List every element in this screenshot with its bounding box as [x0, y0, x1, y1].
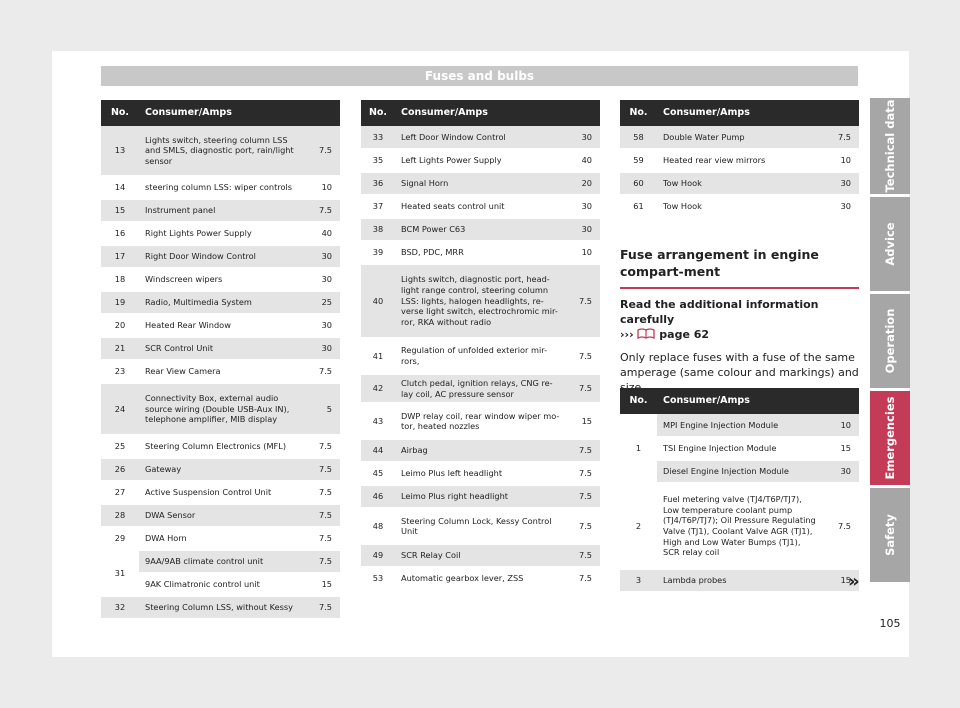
table-row	[101, 550, 340, 573]
fuse-amps: 7.5	[306, 550, 340, 573]
table-row	[101, 360, 340, 383]
table-row	[101, 176, 340, 199]
fuse-number: 40	[361, 264, 395, 338]
table-row	[101, 222, 340, 245]
page-header: Fuses and bulbs	[101, 66, 858, 86]
tab-label: Technical data	[883, 99, 897, 193]
table-header-row	[101, 100, 340, 126]
fuse-consumer: Right Lights Power Supply	[139, 222, 306, 245]
fuse-number: 23	[101, 360, 139, 383]
fuse-amps: 30	[306, 337, 340, 360]
fuse-amps: 7.5	[306, 435, 340, 458]
fuse-consumer: Steering Column LSS, without Kessy	[139, 596, 306, 619]
fuse-number: 35	[361, 149, 395, 172]
fuse-amps: 15	[306, 573, 340, 596]
tab-technical-data[interactable]	[870, 98, 910, 194]
table-row	[620, 414, 859, 437]
fuse-consumer: Leimo Plus left headlight	[395, 462, 566, 485]
fuse-consumer: DWA Horn	[139, 527, 306, 550]
fuse-number: 45	[361, 462, 395, 485]
table-header-row	[620, 100, 859, 126]
table-row	[620, 483, 859, 569]
fuse-table-engine	[620, 388, 859, 593]
tab-label: Operation	[883, 308, 897, 374]
table-row	[101, 268, 340, 291]
fuse-consumer: Tow Hook	[657, 195, 825, 218]
fuse-consumer: Heated Rear Window	[139, 314, 306, 337]
fuse-number: 19	[101, 291, 139, 314]
fuse-consumer: Regulation of unfolded exterior mir-rors,	[395, 338, 566, 374]
fuse-number: 27	[101, 481, 139, 504]
fuse-consumer: DWP relay coil, rear window wiper mo-tor, heated nozzles	[395, 403, 566, 439]
fuse-number: 24	[101, 383, 139, 435]
fuse-amps: 7.5	[566, 567, 600, 590]
table-row	[361, 462, 600, 485]
table-row	[101, 199, 340, 222]
table-row	[361, 126, 600, 149]
fuse-number: 14	[101, 176, 139, 199]
fuse-amps: 7.5	[306, 481, 340, 504]
tab-label: Advice	[883, 222, 897, 266]
fuse-amps: 10	[825, 149, 859, 172]
fuse-amps: 30	[566, 218, 600, 241]
column-header-no: No.	[101, 100, 139, 126]
fuse-number: 26	[101, 458, 139, 481]
tab-label: Emergencies	[883, 396, 897, 480]
tab-label: Safety	[883, 514, 897, 556]
fuse-amps: 30	[566, 126, 600, 149]
fuse-number: 38	[361, 218, 395, 241]
fuse-amps: 7.5	[566, 439, 600, 462]
fuse-amps: 30	[306, 268, 340, 291]
fuse-amps: 15	[825, 569, 859, 592]
fuse-rows-right	[620, 126, 859, 218]
column-header-consumer: Consumer/Amps	[395, 100, 600, 126]
fuse-consumer: Double Water Pump	[657, 126, 825, 149]
fuse-amps: 7.5	[306, 126, 340, 176]
section-heading: Fuse arrangement in engine compart-ment	[620, 247, 819, 279]
table-row	[101, 126, 340, 176]
fuse-number: 2	[620, 483, 657, 569]
fuse-consumer: Lights switch, steering column LSS and SMLS, diagnostic port, rain/light sensor	[139, 126, 306, 176]
fuse-consumer: Heated rear view mirrors	[657, 149, 825, 172]
fuse-number: 21	[101, 337, 139, 360]
fuse-number: 17	[101, 245, 139, 268]
fuse-consumer: Fuel metering valve (TJ4/T6P/TJ7), Low temperature coolant pump (TJ4/T6P/TJ7); Oil Pressure Regulating Valve (TJ1), Coolant Valve AGR (TJ1), High and Low Water Bumps (TJ1), SCR relay coil	[657, 483, 825, 569]
fuse-amps: 7.5	[306, 458, 340, 481]
fuse-amps: 40	[566, 149, 600, 172]
table-row	[361, 374, 600, 403]
fuse-amps: 7.5	[566, 374, 600, 403]
fuse-amps: 40	[306, 222, 340, 245]
fuse-number: 42	[361, 374, 395, 403]
fuse-amps: 7.5	[306, 527, 340, 550]
fuse-amps: 7.5	[306, 504, 340, 527]
fuse-rows-engine	[620, 414, 859, 592]
fuse-consumer: MPI Engine Injection Module	[657, 414, 825, 437]
fuse-consumer: Radio, Multimedia System	[139, 291, 306, 314]
fuse-consumer: Signal Horn	[395, 172, 566, 195]
table-row	[620, 149, 859, 172]
table-row	[620, 195, 859, 218]
fuse-number: 13	[101, 126, 139, 176]
fuse-number: 1	[620, 414, 657, 483]
continue-arrow-icon: »	[848, 571, 860, 592]
fuse-consumer: BSD, PDC, MRR	[395, 241, 566, 264]
fuse-number: 39	[361, 241, 395, 264]
fuse-consumer: TSI Engine Injection Module	[657, 437, 825, 460]
column-header-no: No.	[361, 100, 395, 126]
fuse-consumer: Steering Column Lock, Kessy Control Unit	[395, 508, 566, 544]
fuse-amps: 30	[825, 172, 859, 195]
table-row	[101, 458, 340, 481]
fuse-number: 48	[361, 508, 395, 544]
fuse-amps: 15	[566, 403, 600, 439]
fuse-consumer: 9AK Climatronic control unit	[139, 573, 306, 596]
fuse-number: 33	[361, 126, 395, 149]
fuse-consumer: BCM Power C63	[395, 218, 566, 241]
fuse-table-right	[620, 100, 859, 219]
fuse-amps: 7.5	[306, 199, 340, 222]
table-header-row	[361, 100, 600, 126]
book-icon[interactable]	[637, 328, 655, 339]
table-row	[361, 508, 600, 544]
column-header-consumer: Consumer/Amps	[657, 100, 859, 126]
fuse-amps: 30	[566, 195, 600, 218]
fuse-consumer: Diesel Engine Injection Module	[657, 460, 825, 483]
fuse-consumer: Lambda probes	[657, 569, 825, 592]
fuse-consumer: DWA Sensor	[139, 504, 306, 527]
table-row	[101, 337, 340, 360]
fuse-number: 41	[361, 338, 395, 374]
column-header-consumer: Consumer/Amps	[139, 100, 340, 126]
fuse-number: 36	[361, 172, 395, 195]
fuse-number: 15	[101, 199, 139, 222]
fuse-number: 46	[361, 485, 395, 508]
fuse-amps: 30	[306, 314, 340, 337]
table-row	[101, 383, 340, 435]
table-row	[101, 481, 340, 504]
read-info-text: Read the additional information carefully	[620, 298, 819, 327]
fuse-consumer: Left Door Window Control	[395, 126, 566, 149]
fuse-amps: 7.5	[566, 544, 600, 567]
table-row	[361, 172, 600, 195]
fuse-amps: 30	[306, 245, 340, 268]
fuse-amps: 15	[825, 437, 859, 460]
fuse-consumer: Connectivity Box, external audio source wiring (Double USB-Aux IN), telephone amplifier, MIB display	[139, 383, 306, 435]
fuse-number: 60	[620, 172, 657, 195]
fuse-amps: 7.5	[825, 126, 859, 149]
table-row	[620, 569, 859, 592]
fuse-rows-middle	[361, 126, 600, 590]
fuse-amps: 25	[306, 291, 340, 314]
fuse-amps: 10	[566, 241, 600, 264]
fuse-consumer: Steering Column Electronics (MFL)	[139, 435, 306, 458]
fuse-number: 37	[361, 195, 395, 218]
fuse-consumer: Airbag	[395, 439, 566, 462]
instruction-text: Only replace fuses with a fuse of the same amperage (same colour and markings) and	[620, 350, 859, 379]
fuse-consumer: Left Lights Power Supply	[395, 149, 566, 172]
table-row	[101, 245, 340, 268]
fuse-amps: 7.5	[566, 462, 600, 485]
fuse-consumer: Clutch pedal, ignition relays, CNG re-lay coil, AC pressure sensor	[395, 374, 566, 403]
fuse-number: 28	[101, 504, 139, 527]
fuse-consumer: Rear View Camera	[139, 360, 306, 383]
fuse-amps: 5	[306, 383, 340, 435]
table-row	[101, 291, 340, 314]
table-row	[361, 485, 600, 508]
read-info-line	[620, 297, 860, 343]
fuse-amps: 7.5	[566, 338, 600, 374]
fuse-amps: 7.5	[306, 596, 340, 619]
fuse-consumer: Right Door Window Control	[139, 245, 306, 268]
fuse-number: 49	[361, 544, 395, 567]
fuse-amps: 30	[825, 460, 859, 483]
fuse-number: 3	[620, 569, 657, 592]
table-row	[620, 172, 859, 195]
fuse-amps: 7.5	[306, 360, 340, 383]
tab-advice[interactable]	[870, 197, 910, 291]
table-row	[101, 435, 340, 458]
fuse-number: 53	[361, 567, 395, 590]
table-row	[361, 218, 600, 241]
fuse-number: 59	[620, 149, 657, 172]
table-row	[361, 567, 600, 590]
column-header-no: No.	[620, 100, 657, 126]
fuse-number: 32	[101, 596, 139, 619]
table-row	[361, 338, 600, 374]
fuse-number: 43	[361, 403, 395, 439]
fuse-consumer: Tow Hook	[657, 172, 825, 195]
fuse-consumer: Gateway	[139, 458, 306, 481]
fuse-number: 16	[101, 222, 139, 245]
fuse-number: 61	[620, 195, 657, 218]
fuse-table-middle	[361, 100, 600, 591]
fuse-consumer: SCR Control Unit	[139, 337, 306, 360]
table-row	[361, 195, 600, 218]
table-row	[620, 126, 859, 149]
table-row	[101, 527, 340, 550]
fuse-consumer: Active Suspension Control Unit	[139, 481, 306, 504]
table-row	[361, 403, 600, 439]
fuse-amps: 20	[566, 172, 600, 195]
fuse-consumer: Lights switch, diagnostic port, head-light range control, steering column LSS: lights, halogen headlights, re-verse light switch, electrochromic mir-ror, RKA without radio	[395, 264, 566, 338]
table-row	[101, 504, 340, 527]
table-header-row	[620, 388, 859, 414]
fuse-number: 18	[101, 268, 139, 291]
fuse-number: 29	[101, 527, 139, 550]
fuse-number: 20	[101, 314, 139, 337]
fuse-amps: 7.5	[566, 508, 600, 544]
fuse-number: 44	[361, 439, 395, 462]
fuse-amps: 7.5	[825, 483, 859, 569]
tab-operation[interactable]	[870, 294, 910, 388]
tab-safety[interactable]	[870, 488, 910, 582]
link-arrows: ›››	[620, 328, 634, 342]
fuse-consumer: SCR Relay Coil	[395, 544, 566, 567]
table-row	[361, 149, 600, 172]
tab-emergencies[interactable]	[870, 391, 910, 485]
fuse-amps: 10	[825, 414, 859, 437]
fuse-consumer: Automatic gearbox lever, ZSS	[395, 567, 566, 590]
column-header-consumer: Consumer/Amps	[657, 388, 859, 414]
column-header-no: No.	[620, 388, 657, 414]
page-link[interactable]: page 62	[659, 328, 710, 342]
fuse-amps: 30	[825, 195, 859, 218]
fuse-consumer: Heated seats control unit	[395, 195, 566, 218]
table-row	[361, 241, 600, 264]
heading-rule	[620, 287, 859, 289]
table-row	[101, 596, 340, 619]
fuse-consumer: steering column LSS: wiper controls	[139, 176, 306, 199]
fuse-consumer: 9AA/9AB climate control unit	[139, 550, 306, 573]
table-row	[361, 439, 600, 462]
fuse-amps: 10	[306, 176, 340, 199]
fuse-consumer: Leimo Plus right headlight	[395, 485, 566, 508]
section-body	[620, 297, 860, 395]
table-row	[361, 544, 600, 567]
fuse-consumer: Windscreen wipers	[139, 268, 306, 291]
fuse-consumer: Instrument panel	[139, 199, 306, 222]
fuse-number: 58	[620, 126, 657, 149]
fuse-rows-left	[101, 126, 340, 619]
fuse-number: 31	[101, 550, 139, 596]
fuse-amps: 7.5	[566, 485, 600, 508]
fuse-amps: 7.5	[566, 264, 600, 338]
fuse-number: 25	[101, 435, 139, 458]
table-row	[101, 314, 340, 337]
page-number: 105	[879, 617, 901, 630]
fuse-table-left	[101, 100, 340, 620]
table-row	[361, 264, 600, 338]
